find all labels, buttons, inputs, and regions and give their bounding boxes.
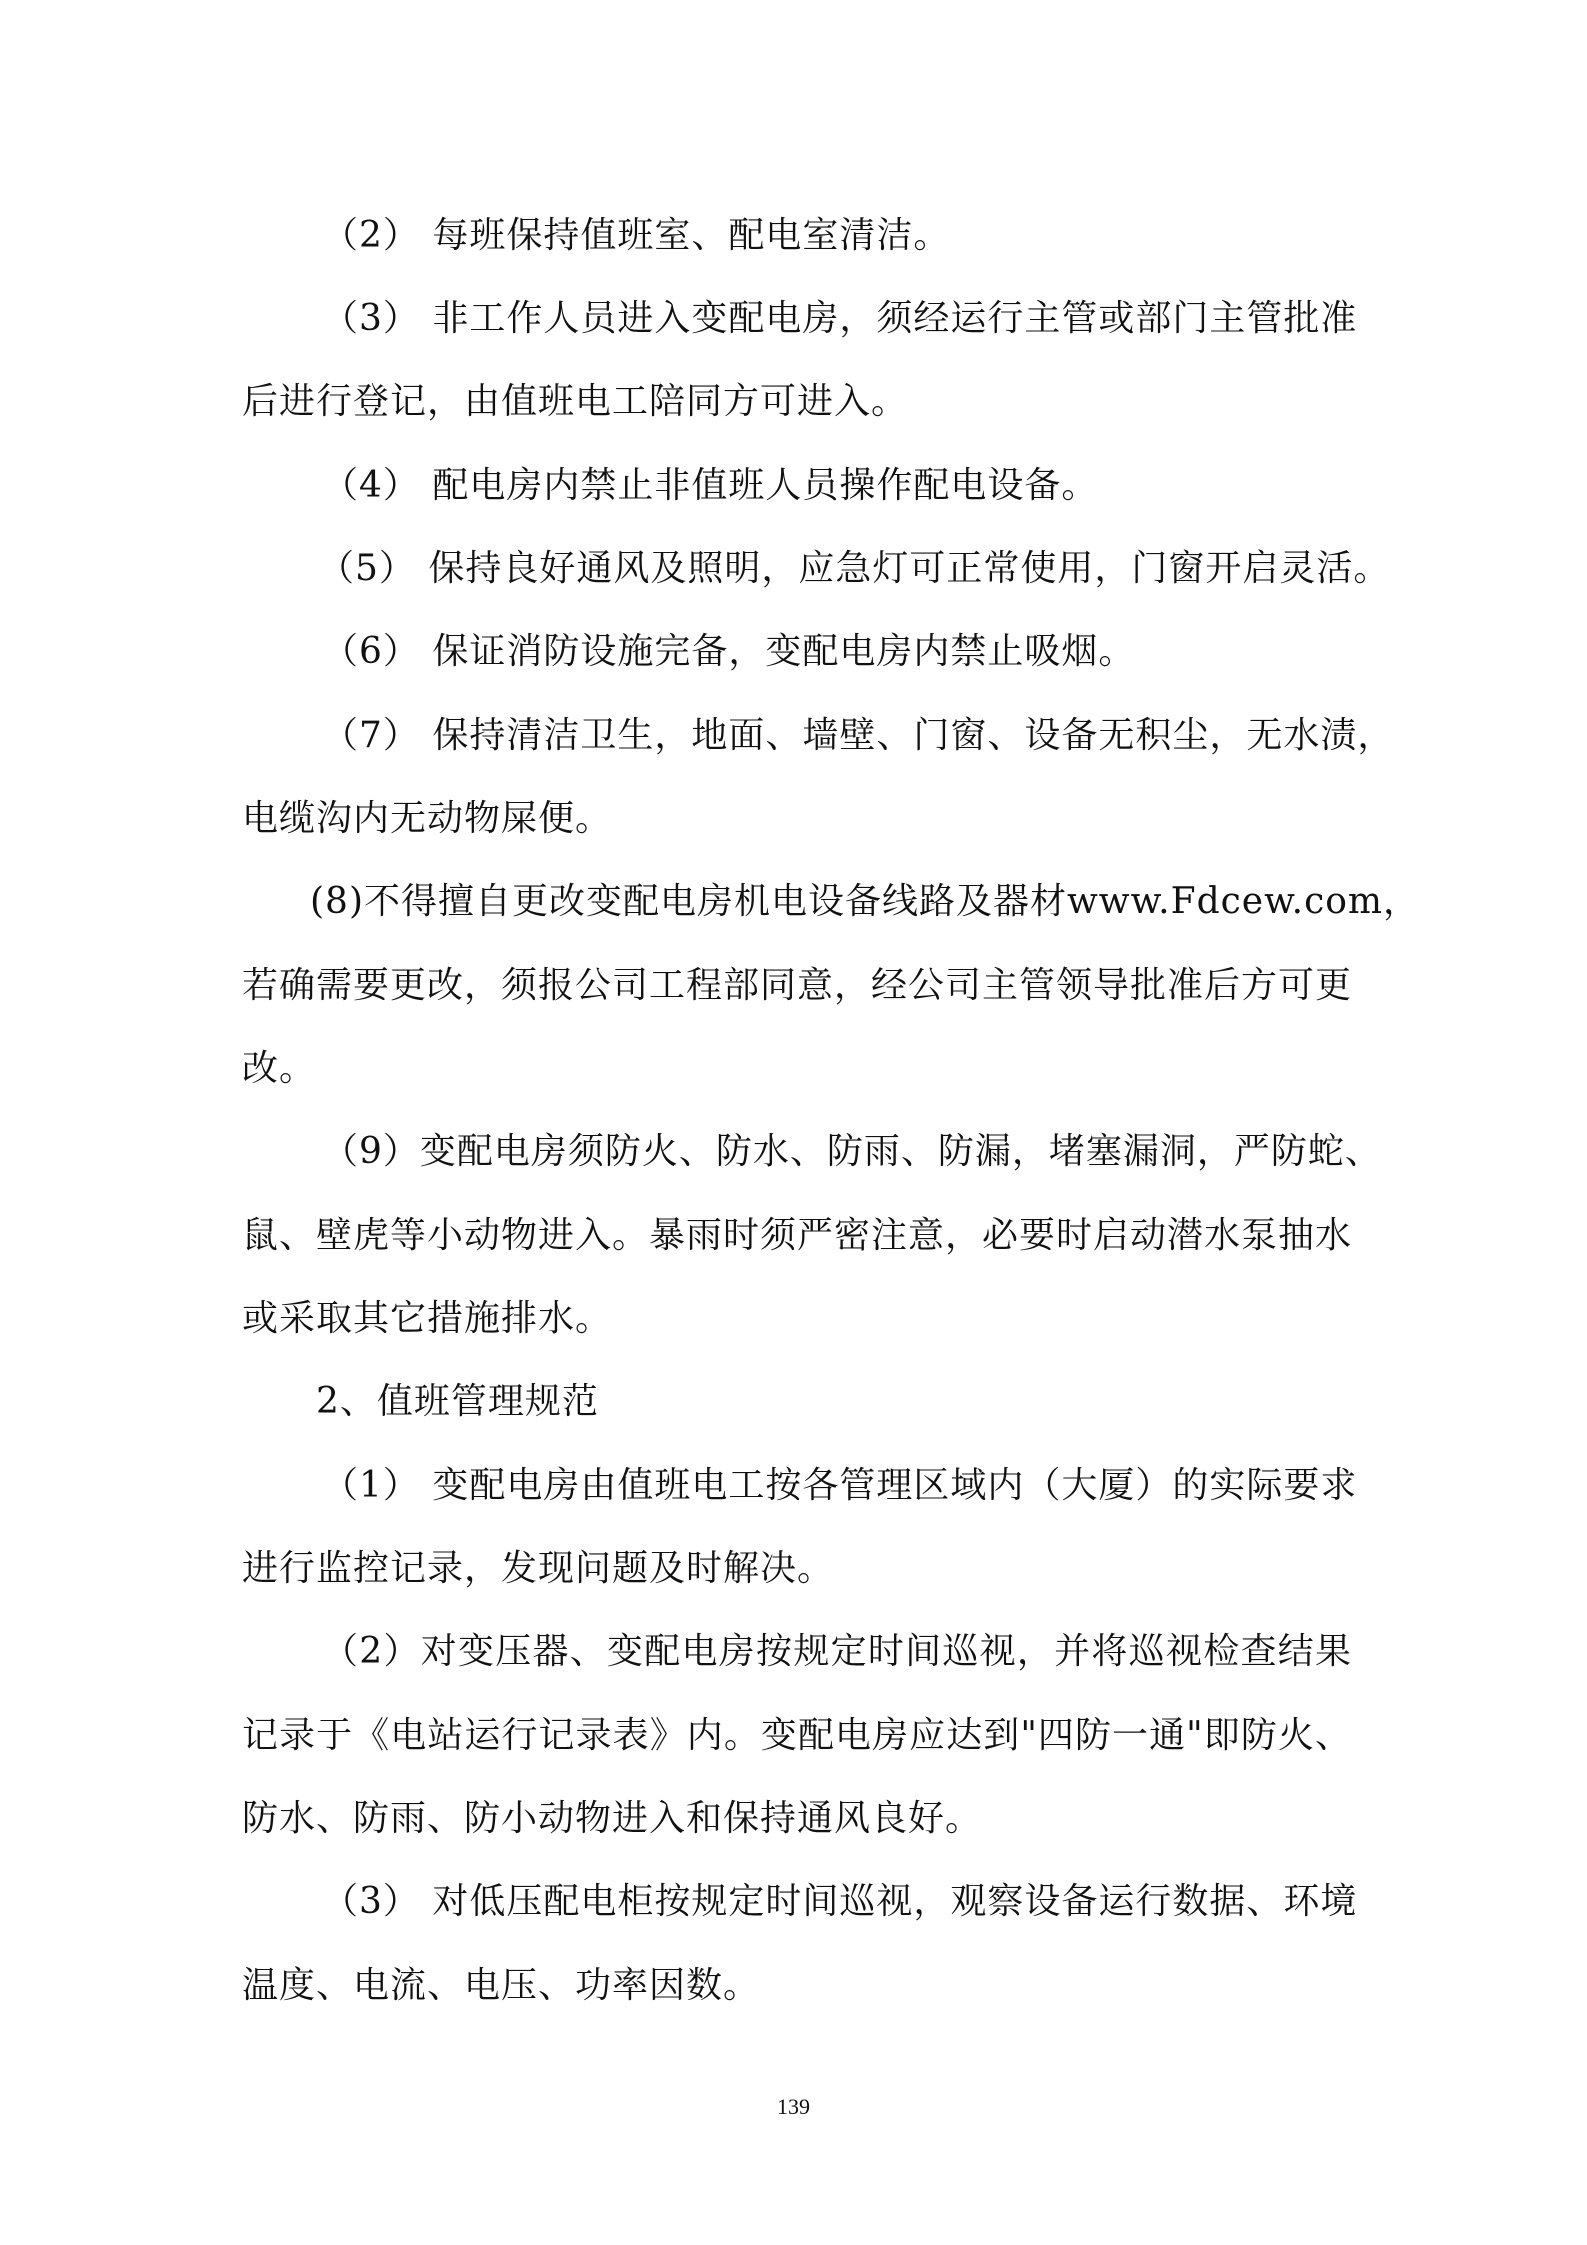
text-line-2: （3） 非工作人员进入变配电房，须经运行主管或部门主管批准	[322, 298, 1358, 339]
text-line-21: （3） 对低压配电柜按规定时间巡视，观察设备运行数据、环境	[322, 1881, 1358, 1922]
text-line-15: 2、值班管理规范	[316, 1381, 599, 1422]
text-line-22: 温度、电流、电压、功率因数。	[242, 1965, 761, 2006]
text-line-20: 防水、防雨、防小动物进入和保持通风良好。	[242, 1798, 983, 1839]
page-number: 139	[777, 2094, 810, 2119]
text-line-4: （4） 配电房内禁止非值班人员操作配电设备。	[322, 465, 1099, 506]
text-line-17: 进行监控记录，发现问题及时解决。	[242, 1548, 835, 1589]
text-line-14: 或采取其它措施排水。	[242, 1298, 613, 1339]
text-line-6: （6） 保证消防设施完备，变配电房内禁止吸烟。	[322, 631, 1136, 672]
text-line-19: 记录于《电站运行记录表》内。变配电房应达到"四防一通"即防火、	[242, 1715, 1352, 1756]
text-line-10: 若确需要更改，须报公司工程部同意，经公司主管领导批准后方可更	[242, 965, 1353, 1006]
text-line-9: (8)不得擅自更改变配电房机电设备线路及器材www.Fdcew.com，	[310, 881, 1421, 922]
text-line-11: 改。	[242, 1048, 317, 1089]
text-line-7: （7） 保持清洁卫生，地面、墙壁、门窗、设备无积尘，无水渍，	[322, 715, 1395, 756]
text-line-5: （5） 保持良好通风及照明，应急灯可正常使用，门窗开启灵活。	[318, 548, 1391, 589]
text-line-13: 鼠、壁虎等小动物进入。暴雨时须严密注意，必要时启动潜水泵抽水	[242, 1215, 1353, 1256]
text-line-1: （2） 每班保持值班室、配电室清洁。	[322, 215, 951, 256]
text-line-16: （1） 变配电房由值班电工按各管理区域内（大厦）的实际要求	[322, 1465, 1358, 1506]
text-line-18: （2）对变压器、变配电房按规定时间巡视，并将巡视检查结果	[322, 1631, 1352, 1672]
text-line-3: 后进行登记，由值班电工陪同方可进入。	[242, 381, 909, 422]
text-line-12: （9）变配电房须防火、防水、防雨、防漏，堵塞漏洞，严防蛇、	[322, 1131, 1382, 1172]
text-line-8: 电缆沟内无动物屎便。	[242, 798, 613, 839]
